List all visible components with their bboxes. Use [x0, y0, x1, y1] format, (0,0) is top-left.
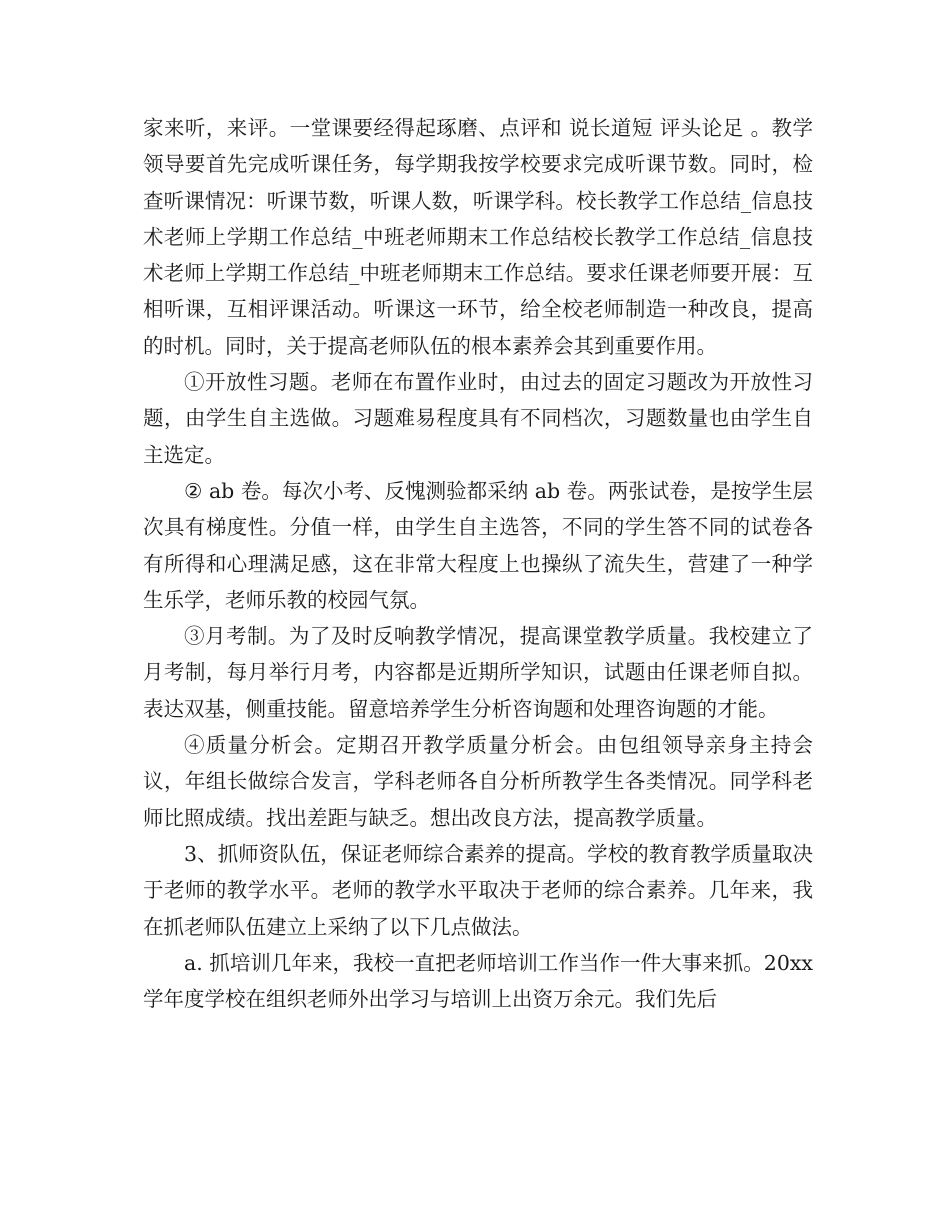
- paragraph-2: ①开放性习题。老师在布置作业时，由过去的固定习题改为开放性习题，由学生自主选做。习题难易程度具有不同档次，习题数量也由学生自主选定。: [143, 370, 813, 467]
- paragraph-6: 3、抓师资队伍，保证老师综合素养的提高。学校的教育教学质量取决于老师的教学水平。老师的教学水平取决于老师的综合素养。几年来，我在抓老师队伍建立上采纳了以下几点做法。: [143, 841, 813, 939]
- paragraph-7: a. 抓培训几年来，我校一直把老师培训工作当作一件大事来抓。20xx 学年度学校在组织老师外出学习与培训上出资万余元。我们先后: [143, 950, 813, 1012]
- paragraph-4: ③月考制。为了及时反响教学情况，提高课堂教学质量。我校建立了月考制，每月举行月考，内容都是近期所学知识，试题由任课老师自拟。表达双基，侧重技能。留意培养学生分析咨询题和处理咨询题的才能。: [143, 624, 813, 721]
- paragraph-5: ④质量分析会。定期召开教学质量分析会。由包组领导亲身主持会议，年组长做综合发言，学科老师各自分析所教学生各类情况。同学科老师比照成绩。找出差距与缺乏。想出改良方法，提高教学质量。: [143, 733, 813, 830]
- paragraph-1: 家来听，来评。一堂课要经得起琢磨、点评和 说长道短 评头论足 。教学领导要首先完成听课任务，每学期我按学校要求完成听课节数。同时，检查听课情况：听课节数，听课人数，听课学科。校长教学工作总结_信息技术老师上学期工作总结_中班老师期末工作总结校长教学工作总结_信息技术老师上学期工作总结_中班老师期末工作总结。要求任课老师要开展：互相听课，互相评课活动。听课这一环节，给全校老师制造一种改良，提高的时机。同时，关于提高老师队伍的根本素养会其到重要作用。: [143, 116, 813, 358]
- document-body: [143, 110, 813, 1017]
- paragraph-3: ② ab 卷。每次小考、反愧测验都采纳 ab 卷。两张试卷，是按学生层次具有梯度性。分值一样，由学生自主选答，不同的学生答不同的试卷各有所得和心理满足感，这在非常大程度上也操纵了流失生，营建了一种学生乐学，老师乐教的校园气氛。: [143, 478, 813, 612]
